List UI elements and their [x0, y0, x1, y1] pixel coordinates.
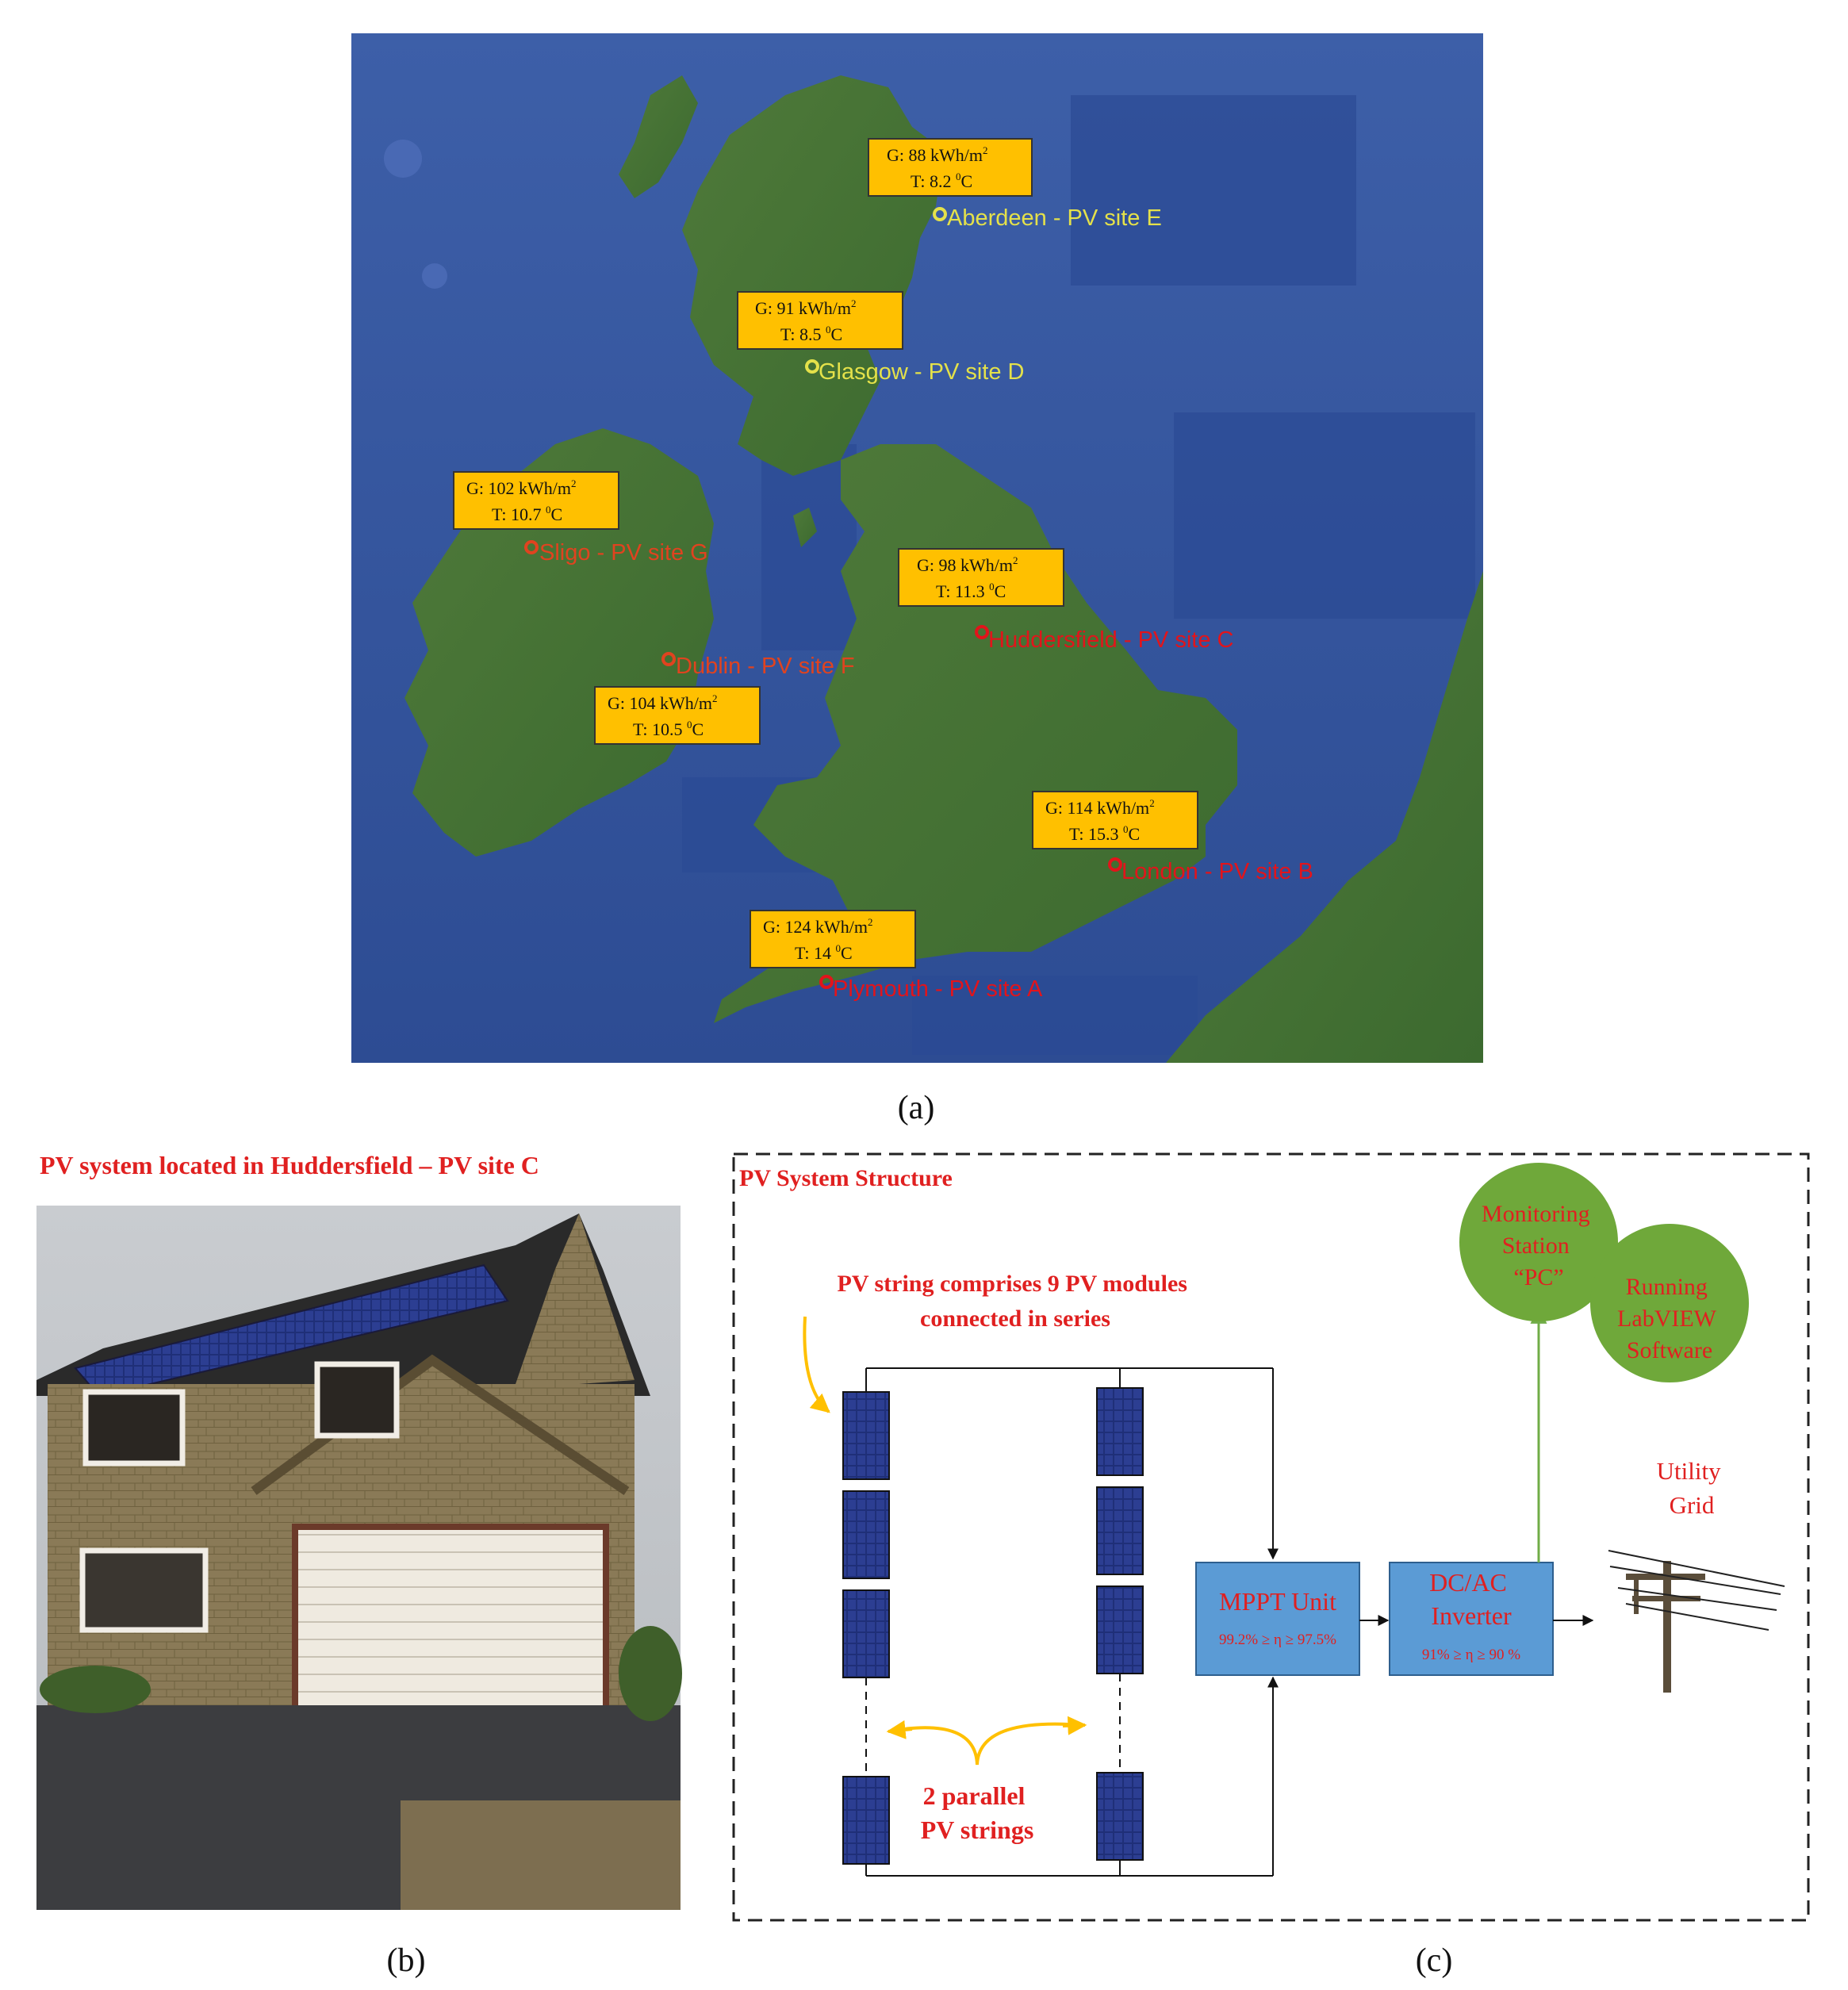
site-temperature: T: 8.5 $^0$C — [780, 324, 843, 344]
site-label: Huddersfield - PV site C — [988, 627, 1234, 653]
structure-title: PV System Structure — [739, 1165, 953, 1191]
site-irradiation: G: 91 kWh/$m^2$ — [755, 297, 857, 318]
string-note: PV string comprises 9 PV modules connected in series — [837, 1271, 1187, 1332]
pv-module — [843, 1777, 889, 1864]
pv-module — [1097, 1773, 1143, 1860]
pv-module — [843, 1491, 889, 1578]
pv-module — [843, 1392, 889, 1479]
inverter-efficiency: 91% ≥ η ≥ 90 % — [1421, 1647, 1521, 1663]
site-irradiation: G: 88 kWh/$m^2$ — [887, 144, 988, 165]
map-seamount — [384, 140, 422, 178]
shrub — [40, 1666, 151, 1713]
site-irradiation: G: 98 kWh/$m^2$ — [917, 554, 1018, 575]
parallel-brace — [892, 1724, 1083, 1765]
pv-module — [1097, 1487, 1143, 1574]
utility-grid-label: Utility Grid — [1656, 1457, 1721, 1519]
site-temperature: T: 15.3 $^0$C — [1069, 823, 1141, 844]
labview-software-label: Running LabVIEW Software — [1617, 1274, 1716, 1363]
site-irradiation: G: 102 kWh/$m^2$ — [466, 477, 577, 498]
site-temperature: T: 10.5 $^0$C — [633, 719, 704, 739]
pv-module — [1097, 1586, 1143, 1674]
string-note-arrow — [804, 1317, 829, 1412]
pv-string-1 — [843, 1392, 889, 1864]
caption-c: (c) — [1415, 1942, 1453, 1979]
caption-b: (b) — [386, 1942, 426, 1979]
site-irradiation: G: 124 kWh/$m^2$ — [763, 916, 873, 937]
site-label: Plymouth - PV site A — [833, 976, 1043, 1002]
shrub — [619, 1626, 682, 1721]
map-seamount — [422, 263, 447, 289]
mppt-unit-block — [1196, 1562, 1359, 1675]
site-temperature: T: 14 $^0$C — [795, 942, 853, 963]
pv-string-2 — [1097, 1388, 1143, 1860]
mppt-efficiency: 99.2% ≥ η ≥ 97.5% — [1219, 1631, 1336, 1648]
site-label: London - PV site B — [1121, 859, 1313, 884]
site-label: Dublin - PV site F — [676, 654, 855, 679]
caption-a: (a) — [897, 1090, 935, 1126]
garden-wall — [401, 1800, 681, 1910]
window — [86, 1392, 182, 1463]
mppt-label: MPPT Unit — [1219, 1587, 1336, 1616]
site-label: Aberdeen - PV site E — [947, 205, 1162, 231]
garage-door — [295, 1527, 606, 1717]
monitoring-station-label: Monitoring Station “PC” — [1481, 1201, 1590, 1290]
site-label: Glasgow - PV site D — [819, 359, 1025, 385]
pv-module — [1097, 1388, 1143, 1475]
parallel-arrow-right — [1063, 1725, 1085, 1726]
parallel-note: 2 parallel PV strings — [920, 1781, 1034, 1844]
inverter-block — [1390, 1562, 1553, 1675]
pv-module — [843, 1590, 889, 1678]
inverter-label: DC/AC Inverter — [1429, 1568, 1512, 1630]
photo-title: PV system located in Huddersfield – PV site C — [40, 1151, 539, 1179]
site-label: Sligo - PV site G — [539, 540, 708, 566]
window — [317, 1364, 397, 1436]
window — [82, 1551, 205, 1630]
utility-pole-icon — [1608, 1551, 1785, 1693]
house-photo — [36, 1206, 682, 1910]
parallel-arrow-left — [888, 1729, 912, 1731]
site-temperature: T: 8.2 $^0$C — [911, 171, 973, 191]
site-temperature: T: 11.3 $^0$C — [936, 581, 1006, 601]
site-irradiation: G: 104 kWh/$m^2$ — [608, 692, 718, 713]
site-irradiation: G: 114 kWh/$m^2$ — [1045, 797, 1155, 818]
map-panel — [351, 33, 1483, 1063]
site-temperature: T: 10.7 $^0$C — [492, 504, 563, 524]
